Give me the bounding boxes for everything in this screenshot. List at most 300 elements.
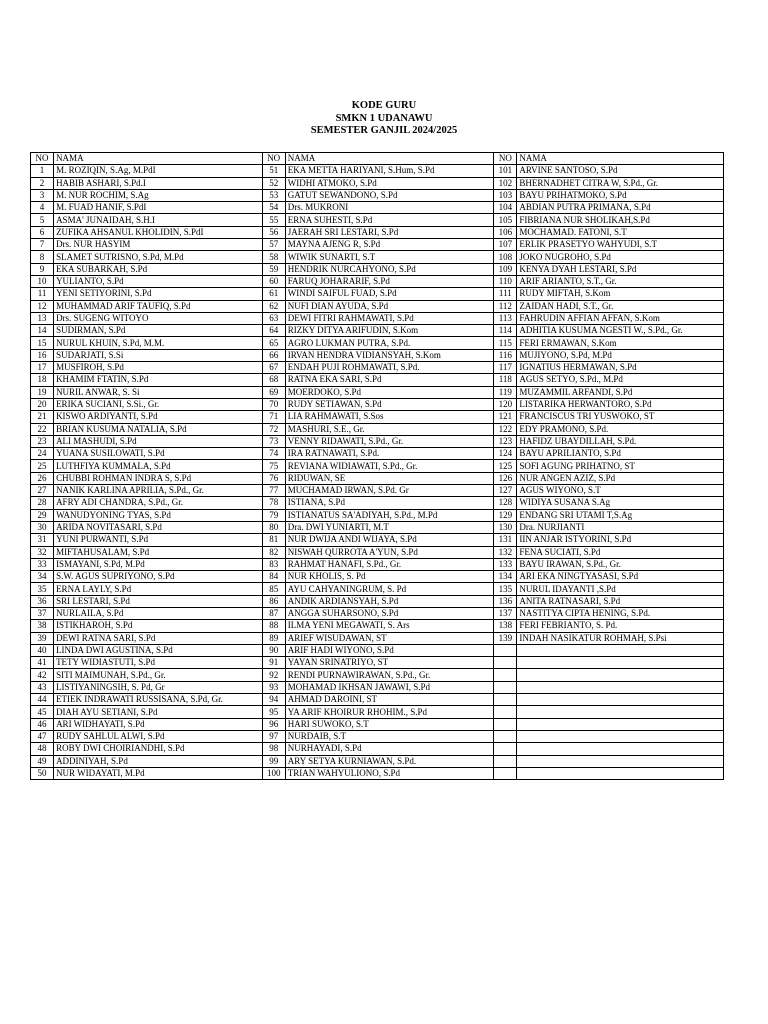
teacher-no: 87	[262, 607, 285, 619]
teacher-no: 109	[494, 263, 517, 275]
teacher-name: SUDIRMAN, S.Pd	[54, 325, 263, 337]
teacher-name	[517, 743, 724, 755]
teacher-name: KHAMIM FTATIN, S.Pd	[54, 374, 263, 386]
teacher-name: DEWI FITRI RAHMAWATI, S.Pd	[285, 312, 494, 324]
table-row	[31, 214, 724, 226]
table-row	[31, 718, 724, 730]
table-row	[31, 448, 724, 460]
teacher-no: 113	[494, 312, 517, 324]
teacher-name: MOCHAMAD. FATONI, S.T	[517, 226, 724, 238]
teacher-name: ERNA LAYLY, S.Pd	[54, 583, 263, 595]
teacher-no: 65	[262, 337, 285, 349]
teacher-name: ARI WIDHAYATI, S.Pd	[54, 718, 263, 730]
teacher-no: 79	[262, 509, 285, 521]
teacher-name: IIN ANJAR ISTYORINI, S.Pd	[517, 534, 724, 546]
teacher-no: 53	[262, 189, 285, 201]
teacher-name: IRVAN HENDRA VIDIANSYAH, S.Kom	[285, 349, 494, 361]
teacher-name: BAYU PRIHATMOKO, S.Pd	[517, 189, 724, 201]
teacher-name: KISWO ARDIYANTI, S.Pd	[54, 411, 263, 423]
teacher-no: 30	[31, 521, 54, 533]
teacher-name: ANDIK ARDIANSYAH, S.Pd	[285, 595, 494, 607]
teacher-name: EKA METTA HARIYANI, S.Hum, S.Pd	[285, 165, 494, 177]
teacher-name: ERNA SUHESTI, S.Pd	[285, 214, 494, 226]
table-row	[31, 558, 724, 570]
teacher-no: 1	[31, 165, 54, 177]
teacher-no: 12	[31, 300, 54, 312]
table-row	[31, 632, 724, 644]
teacher-no: 69	[262, 386, 285, 398]
teacher-name: REVIANA WIDIAWATI, S.Pd., Gr.	[285, 460, 494, 472]
column-header-no: NO	[262, 153, 285, 165]
teacher-name: M. NUR ROCHIM, S.Ag	[54, 189, 263, 201]
teacher-no: 28	[31, 497, 54, 509]
teacher-no: 94	[262, 694, 285, 706]
teacher-name: NANIK KARLINA APRILIA, S.Pd., Gr.	[54, 485, 263, 497]
teacher-no: 41	[31, 657, 54, 669]
teacher-name: MUJIYONO, S.Pd, M.Pd	[517, 349, 724, 361]
teacher-name: MAYNA AJENG R, S.Pd	[285, 239, 494, 251]
teacher-no: 61	[262, 288, 285, 300]
teacher-no	[494, 669, 517, 681]
teacher-name: AGUS SETYO, S.Pd., M.Pd	[517, 374, 724, 386]
teacher-no: 72	[262, 423, 285, 435]
teacher-name: RUDY MIFTAH, S.Kom	[517, 288, 724, 300]
teacher-name: NUFI DIAN AYUDA, S.Pd	[285, 300, 494, 312]
teacher-no: 119	[494, 386, 517, 398]
table-row	[31, 202, 724, 214]
teacher-name: JAERAH SRI LESTARI, S.Pd	[285, 226, 494, 238]
teacher-no: 48	[31, 743, 54, 755]
teacher-name: NURHAYADI, S.Pd	[285, 743, 494, 755]
teacher-no: 70	[262, 398, 285, 410]
teacher-name: FAHRUDIN AFFIAN AFFAN, S.Kom	[517, 312, 724, 324]
teacher-name: JOKO NUGROHO, S.Pd	[517, 251, 724, 263]
teacher-name: RUDY SAHLUL ALWI, S.Pd	[54, 730, 263, 742]
teacher-name: EKA SUBARKAH, S.Pd	[54, 263, 263, 275]
table-row	[31, 730, 724, 742]
table-row	[31, 349, 724, 361]
teacher-name	[517, 644, 724, 656]
teacher-name: TETY WIDIASTUTI, S.Pd	[54, 657, 263, 669]
teacher-no: 107	[494, 239, 517, 251]
teacher-name: M. ROZIQIN, S.Ag, M.PdI	[54, 165, 263, 177]
teacher-no: 91	[262, 657, 285, 669]
teacher-name: VENNY RIDAWATI, S.Pd., Gr.	[285, 435, 494, 447]
teacher-no: 38	[31, 620, 54, 632]
teacher-no: 138	[494, 620, 517, 632]
teacher-name: BHERNADHET CITRA W, S.Pd., Gr.	[517, 177, 724, 189]
teacher-no: 139	[494, 632, 517, 644]
teacher-name: BRIAN KUSUMA NATALIA, S.Pd	[54, 423, 263, 435]
teacher-name: NUR KHOLIS, S. Pd	[285, 571, 494, 583]
teacher-name: MUSFIROH, S.Pd	[54, 362, 263, 374]
teacher-name	[517, 730, 724, 742]
teacher-name: ASMA' JUNAIDAH, S.H.I	[54, 214, 263, 226]
teacher-no: 80	[262, 521, 285, 533]
teacher-name: ISTIANATUS SA'ADIYAH, S.Pd., M.Pd	[285, 509, 494, 521]
column-header-nama: NAMA	[285, 153, 494, 165]
teacher-no: 104	[494, 202, 517, 214]
teacher-no: 14	[31, 325, 54, 337]
teacher-name	[517, 718, 724, 730]
teacher-no	[494, 767, 517, 779]
teacher-name: ISTIANA, S.Pd	[285, 497, 494, 509]
table-row	[31, 177, 724, 189]
teacher-name: ENDANG SRI UTAMI T,S.Ag	[517, 509, 724, 521]
teacher-name: DEWI RATNA SARI, S.Pd	[54, 632, 263, 644]
teacher-name: YENI SETIYORINI, S.Pd	[54, 288, 263, 300]
teacher-no: 101	[494, 165, 517, 177]
teacher-name: Drs. MUKRONI	[285, 202, 494, 214]
teacher-no: 35	[31, 583, 54, 595]
school-name: SMKN 1 UDANAWU	[335, 112, 433, 124]
table-row	[31, 657, 724, 669]
table-row	[31, 595, 724, 607]
teacher-name: MIFTAHUSALAM, S.Pd	[54, 546, 263, 558]
teacher-name: LISTIYANINGSIH, S. Pd, Gr	[54, 681, 263, 693]
table-row	[31, 669, 724, 681]
teacher-no: 98	[262, 743, 285, 755]
teacher-no: 106	[494, 226, 517, 238]
teacher-name: ENDAH PUJI ROHMAWATI, S.Pd.	[285, 362, 494, 374]
teacher-name: SRI LESTARI, S.Pd	[54, 595, 263, 607]
teacher-name: TRIAN WAHYULIONO, S.Pd	[285, 767, 494, 779]
teacher-no: 115	[494, 337, 517, 349]
teacher-name: GATUT SEWANDONO, S.Pd	[285, 189, 494, 201]
teacher-no: 17	[31, 362, 54, 374]
teacher-no: 42	[31, 669, 54, 681]
teacher-name: RIDUWAN, SE	[285, 472, 494, 484]
semester-label: SEMESTER GANJIL 2024/2025	[310, 125, 458, 136]
table-row	[31, 263, 724, 275]
teacher-no: 81	[262, 534, 285, 546]
teacher-no: 67	[262, 362, 285, 374]
teacher-name: NASTITYA CIPTA HENING, S.Pd.	[517, 607, 724, 619]
table-row	[31, 472, 724, 484]
teacher-no: 40	[31, 644, 54, 656]
teacher-name: FIBRIANA NUR SHOLIKAH,S.Pd	[517, 214, 724, 226]
teacher-name: MASHURI, S.E., Gr.	[285, 423, 494, 435]
teacher-no: 75	[262, 460, 285, 472]
teacher-name	[517, 706, 724, 718]
teacher-no: 134	[494, 571, 517, 583]
teacher-name: ADHITIA KUSUMA NGESTI W., S.Pd., Gr.	[517, 325, 724, 337]
teacher-name: FERI ERMAWAN, S.Kom	[517, 337, 724, 349]
teacher-no: 66	[262, 349, 285, 361]
teacher-name: RAHMAT HANAFI, S.Pd., Gr.	[285, 558, 494, 570]
teacher-name: LIA RAHMAWATI, S.Sos	[285, 411, 494, 423]
teacher-name: ILMA YENI MEGAWATI, S. Ars	[285, 620, 494, 632]
teacher-name: NURDAIB, S.T	[285, 730, 494, 742]
teacher-name: AYU CAHYANINGRUM, S. Pd	[285, 583, 494, 595]
teacher-no: 71	[262, 411, 285, 423]
teacher-no: 110	[494, 275, 517, 287]
teacher-no: 24	[31, 448, 54, 460]
teacher-no: 126	[494, 472, 517, 484]
teacher-no: 100	[262, 767, 285, 779]
teacher-name: WIWIK SUNARTI, S.T	[285, 251, 494, 263]
teacher-no: 23	[31, 435, 54, 447]
teacher-name: RENDI PURNAWIRAWAN, S.Pd., Gr.	[285, 669, 494, 681]
teacher-name: YA ARIF KHOIRUR RHOHIM., S.Pd	[285, 706, 494, 718]
table-row	[31, 497, 724, 509]
doc-title: KODE GURU	[351, 100, 417, 111]
teacher-name: NURLAILA, S.Pd	[54, 607, 263, 619]
teacher-name: YAYAN SRINATRIYO, ST	[285, 657, 494, 669]
teacher-name: M. FUAD HANIF, S.PdI	[54, 202, 263, 214]
teacher-name: NURUL IDAYANTI ,S.Pd	[517, 583, 724, 595]
teacher-no: 86	[262, 595, 285, 607]
teacher-name: NUR WIDAYATI, M.Pd	[54, 767, 263, 779]
table-row	[31, 767, 724, 779]
teacher-no: 105	[494, 214, 517, 226]
teacher-name	[517, 694, 724, 706]
teacher-name: MOHAMAD IKHSAN JAWAWI, S.Pd	[285, 681, 494, 693]
teacher-name: WANUDYONING TYAS, S.Pd	[54, 509, 263, 521]
teacher-name: EDY PRAMONO, S.Pd.	[517, 423, 724, 435]
table-row	[31, 398, 724, 410]
teacher-no: 90	[262, 644, 285, 656]
teacher-no: 83	[262, 558, 285, 570]
teacher-name: ARIF ARIANTO, S.T., Gr.	[517, 275, 724, 287]
teacher-name: FRANCISCUS TRI YUSWOKO, ST	[517, 411, 724, 423]
teacher-code-table	[30, 152, 724, 780]
teacher-no: 63	[262, 312, 285, 324]
teacher-no: 74	[262, 448, 285, 460]
teacher-name: MOERDOKO, S.Pd	[285, 386, 494, 398]
table-row	[31, 694, 724, 706]
teacher-no: 103	[494, 189, 517, 201]
teacher-no: 82	[262, 546, 285, 558]
table-body	[31, 153, 724, 780]
teacher-no: 27	[31, 485, 54, 497]
teacher-name	[517, 669, 724, 681]
teacher-name: ARIEF WISUDAWAN, ST	[285, 632, 494, 644]
teacher-name: YUNI PURWANTI, S.Pd	[54, 534, 263, 546]
teacher-name: SUDARJATI, S.Si	[54, 349, 263, 361]
teacher-no: 44	[31, 694, 54, 706]
teacher-name: FERI FEBRIANTO, S. Pd.	[517, 620, 724, 632]
teacher-no: 97	[262, 730, 285, 742]
table-row	[31, 165, 724, 177]
teacher-name: NISWAH QURROTA A'YUN, S.Pd	[285, 546, 494, 558]
table-row	[31, 325, 724, 337]
teacher-no: 39	[31, 632, 54, 644]
table-row	[31, 460, 724, 472]
teacher-no: 120	[494, 398, 517, 410]
teacher-name: WIDIYA SUSANA S.Ag	[517, 497, 724, 509]
teacher-name: BAYU IRAWAN, S.Pd., Gr.	[517, 558, 724, 570]
teacher-name: LINDA DWI AGUSTINA, S.Pd	[54, 644, 263, 656]
teacher-no: 62	[262, 300, 285, 312]
teacher-name: RATNA EKA SARI, S.Pd	[285, 374, 494, 386]
teacher-no: 32	[31, 546, 54, 558]
teacher-no: 49	[31, 755, 54, 767]
teacher-name: SOFI AGUNG PRIHATNO, ST	[517, 460, 724, 472]
teacher-name	[517, 657, 724, 669]
teacher-name: ANITA RATNASARI, S.Pd	[517, 595, 724, 607]
teacher-no: 22	[31, 423, 54, 435]
column-header-nama: NAMA	[54, 153, 263, 165]
teacher-no: 8	[31, 251, 54, 263]
teacher-no: 47	[31, 730, 54, 742]
teacher-name: ARIF HADI WIYONO, S.Pd	[285, 644, 494, 656]
teacher-no: 128	[494, 497, 517, 509]
teacher-name	[517, 755, 724, 767]
teacher-no: 54	[262, 202, 285, 214]
teacher-no: 11	[31, 288, 54, 300]
teacher-no: 89	[262, 632, 285, 644]
table-row	[31, 226, 724, 238]
teacher-name: HABIB ASHARI, S.Pd.I	[54, 177, 263, 189]
teacher-no: 132	[494, 546, 517, 558]
teacher-name: IGNATIUS HERMAWAN, S.Pd	[517, 362, 724, 374]
teacher-no: 15	[31, 337, 54, 349]
teacher-no: 56	[262, 226, 285, 238]
teacher-name: ISTIKHAROH, S.Pd	[54, 620, 263, 632]
table-row	[31, 681, 724, 693]
teacher-name: ERLIK PRASETYO WAHYUDI, S.T	[517, 239, 724, 251]
teacher-no: 96	[262, 718, 285, 730]
table-row	[31, 755, 724, 767]
teacher-name: SLAMET SUTRISNO, S.Pd, M.Pd	[54, 251, 263, 263]
teacher-name: Dra. DWI YUNIARTI, M.T	[285, 521, 494, 533]
teacher-name: LISTARIKA HERWANTORO, S.Pd	[517, 398, 724, 410]
teacher-no: 73	[262, 435, 285, 447]
teacher-name: ERIKA SUCIANI, S.Si., Gr.	[54, 398, 263, 410]
table-row	[31, 337, 724, 349]
table-row	[31, 485, 724, 497]
teacher-no: 114	[494, 325, 517, 337]
teacher-name: ALI MASHUDI, S.Pd	[54, 435, 263, 447]
table-row	[31, 509, 724, 521]
column-header-no: NO	[31, 153, 54, 165]
teacher-no: 99	[262, 755, 285, 767]
document-header	[0, 100, 768, 138]
teacher-no: 85	[262, 583, 285, 595]
teacher-no: 116	[494, 349, 517, 361]
teacher-no: 26	[31, 472, 54, 484]
teacher-name: HENDRIK NURCAHYONO, S.Pd	[285, 263, 494, 275]
teacher-name: ARY SETYA KURNIAWAN, S.Pd.	[285, 755, 494, 767]
teacher-name: IRA RATNAWATI, S.Pd.	[285, 448, 494, 460]
teacher-name: ARVINE SANTOSO, S.Pd	[517, 165, 724, 177]
teacher-name: NURUL KHUIN, S.Pd, M.M.	[54, 337, 263, 349]
teacher-name: ROBY DWI CHOIRIANDHI, S.Pd	[54, 743, 263, 755]
teacher-name: MUZAMMIL ARFANDI, S.Pd	[517, 386, 724, 398]
teacher-no: 2	[31, 177, 54, 189]
teacher-name: Drs. NUR HASYIM	[54, 239, 263, 251]
teacher-no: 76	[262, 472, 285, 484]
teacher-name: YULIANTO, S.Pd	[54, 275, 263, 287]
table-row	[31, 435, 724, 447]
teacher-no: 16	[31, 349, 54, 361]
teacher-name: CHUBBI ROHMAN INDRA S, S.Pd	[54, 472, 263, 484]
teacher-no: 3	[31, 189, 54, 201]
teacher-no: 4	[31, 202, 54, 214]
table-row	[31, 534, 724, 546]
table-row	[31, 374, 724, 386]
table-row	[31, 300, 724, 312]
teacher-no: 59	[262, 263, 285, 275]
teacher-name: AGRO LUKMAN PUTRA, S.Pd.	[285, 337, 494, 349]
teacher-no: 121	[494, 411, 517, 423]
teacher-no: 33	[31, 558, 54, 570]
teacher-no: 125	[494, 460, 517, 472]
table-row	[31, 546, 724, 558]
teacher-name: Drs. SUGENG WITOYO	[54, 312, 263, 324]
teacher-name: SITI MAIMUNAH, S.Pd., Gr.	[54, 669, 263, 681]
table-row	[31, 583, 724, 595]
teacher-name: ZAIDAN HADI, S.T., Gr.	[517, 300, 724, 312]
teacher-no: 129	[494, 509, 517, 521]
teacher-no: 64	[262, 325, 285, 337]
teacher-name: KENYA DYAH LESTARI, S.Pd	[517, 263, 724, 275]
teacher-name: ANGGA SUHARSONO, S.Pd	[285, 607, 494, 619]
teacher-no	[494, 718, 517, 730]
teacher-no: 92	[262, 669, 285, 681]
table-row	[31, 312, 724, 324]
table-row	[31, 423, 724, 435]
teacher-no: 52	[262, 177, 285, 189]
teacher-no: 18	[31, 374, 54, 386]
teacher-no: 130	[494, 521, 517, 533]
teacher-name: ZUFIKA AHSANUL KHOLIDIN, S.PdI	[54, 226, 263, 238]
table-row	[31, 411, 724, 423]
table-row	[31, 362, 724, 374]
teacher-name	[517, 681, 724, 693]
teacher-no: 58	[262, 251, 285, 263]
teacher-no: 60	[262, 275, 285, 287]
table-row	[31, 743, 724, 755]
teacher-name: WINDI SAIFUL FUAD, S.Pd	[285, 288, 494, 300]
table-row	[31, 189, 724, 201]
teacher-no: 31	[31, 534, 54, 546]
teacher-name: INDAH NASIKATUR ROHMAH, S.Psi	[517, 632, 724, 644]
teacher-name: MUHAMMAD ARIF TAUFIQ, S.Pd	[54, 300, 263, 312]
teacher-name	[517, 767, 724, 779]
table-row	[31, 386, 724, 398]
teacher-name: BAYU APRILIANTO, S.Pd	[517, 448, 724, 460]
teacher-no	[494, 657, 517, 669]
teacher-no: 45	[31, 706, 54, 718]
teacher-name: AFRY ADI CHANDRA, S.Pd., Gr.	[54, 497, 263, 509]
teacher-no	[494, 730, 517, 742]
teacher-no: 108	[494, 251, 517, 263]
teacher-no: 37	[31, 607, 54, 619]
teacher-no	[494, 694, 517, 706]
teacher-name: FENA SUCIATI, S.Pd	[517, 546, 724, 558]
teacher-name: Dra. NURJIANTI	[517, 521, 724, 533]
teacher-no: 34	[31, 571, 54, 583]
teacher-no: 51	[262, 165, 285, 177]
teacher-name: AHMAD DAROINI, ST	[285, 694, 494, 706]
teacher-no: 6	[31, 226, 54, 238]
teacher-no: 7	[31, 239, 54, 251]
teacher-no: 123	[494, 435, 517, 447]
teacher-no: 78	[262, 497, 285, 509]
teacher-no: 10	[31, 275, 54, 287]
teacher-no: 77	[262, 485, 285, 497]
table-row	[31, 251, 724, 263]
teacher-name: YUANA SUSILOWATI, S.Pd	[54, 448, 263, 460]
teacher-no: 131	[494, 534, 517, 546]
teacher-name: ETIEK INDRAWATI RUSSISANA, S.Pd, Gr.	[54, 694, 263, 706]
teacher-no: 13	[31, 312, 54, 324]
table-row	[31, 521, 724, 533]
teacher-no: 57	[262, 239, 285, 251]
teacher-name: LUTHFIYA KUMMALA, S.Pd	[54, 460, 263, 472]
